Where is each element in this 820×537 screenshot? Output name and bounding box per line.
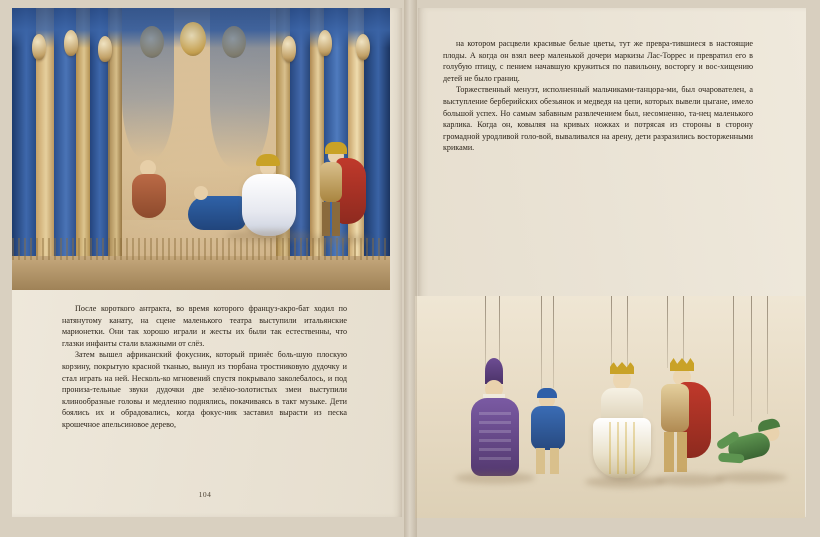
marionette-string: [733, 296, 734, 416]
left-page-text: [62, 303, 347, 431]
marionette-string: [553, 296, 554, 388]
right-page-text: [443, 38, 753, 154]
center-drape: [210, 8, 270, 168]
left-illustration: [12, 8, 390, 290]
curtain-medallion: [180, 22, 206, 56]
curtain-tassel: [64, 30, 78, 56]
figure-shadow: [585, 476, 665, 488]
center-drape: [122, 8, 174, 158]
stage-apron: [12, 256, 390, 290]
figure-shadow: [226, 230, 312, 242]
marionette-page-boy: [527, 392, 569, 476]
curtain-tassel: [318, 30, 332, 56]
puppet-red-cloak-soldier: [312, 148, 366, 240]
marionette-string: [541, 296, 542, 392]
right-illustration: [415, 296, 805, 518]
curtain-tassel: [32, 34, 46, 60]
curtain-tassel: [356, 34, 370, 60]
puppet-kneeling-figure: [130, 160, 166, 224]
marionette-string: [667, 296, 668, 368]
page-number: 104: [198, 490, 212, 499]
marionette-string: [751, 296, 752, 422]
marionette-wizard: [467, 372, 523, 476]
paragraph: на котором расцвели красивые белые цветы, тут же превра-тившиеся в настоящие плоды. А когда он взял веер маленькой дочери маркизы Лас-Торрес и превратил его в голубую птицу, с пением начавшую кружиться по павильону, восторгу и вос-хищению детей не было границ.: [443, 39, 753, 83]
paragraph: Затем вышел африканский фокусник, который принёс боль-шую плоскую корзину, покрытую красной тканью, вынул из тюрбана тростниковую дудочку и стал играть на ней. Несколь-ко мгновений спустя покрывало заколебалось, и под прониза-тельные звуки дудочки две зелёно-золотистых змеи выступили клинообразные головы и медленно поднялись, покачиваясь в такт музыке. Дети боялись их и обрадовались, когда фокус-ник заставил вырасти из песка крошечное апельсиновое дерево,: [62, 350, 347, 429]
curtain-tassel: [98, 36, 112, 62]
marionette-string: [611, 296, 612, 370]
paragraph: Торжественный менуэт, исполненный мальчиками-танцора-ми, был очарователен, а выступление берберийских обезьянок и медведя на цепи, которых вывели цыгане, имело большой успех. Но самым забавным развлечением был, несомненно, та-нец маленького карлика. Когда он, ковыляя на кривых ножках и потрясая из стороны в сторону громадной уродливой голо-вой, вываливался на арену, дети разразились восторженными криками.: [443, 85, 753, 153]
paragraph: После короткого антракта, во время которого француз-акро-бат ходил по натянутому канату, на сцене маленького театра выступили итальянские марионетки. Они так хорошо играли и жесты их были так естественны, что глазки инфанты стали влажными от слёз.: [62, 304, 347, 348]
marionette-string: [767, 296, 768, 414]
marionette-queen: [591, 370, 653, 480]
curtain-tassel: [282, 36, 296, 62]
figure-shadow: [715, 472, 787, 483]
figure-shadow: [455, 472, 535, 484]
puppet-princess-white-dress: [234, 158, 304, 238]
marionette-string: [627, 296, 628, 374]
figure-shadow: [310, 234, 370, 244]
marionette-king: [653, 366, 711, 478]
